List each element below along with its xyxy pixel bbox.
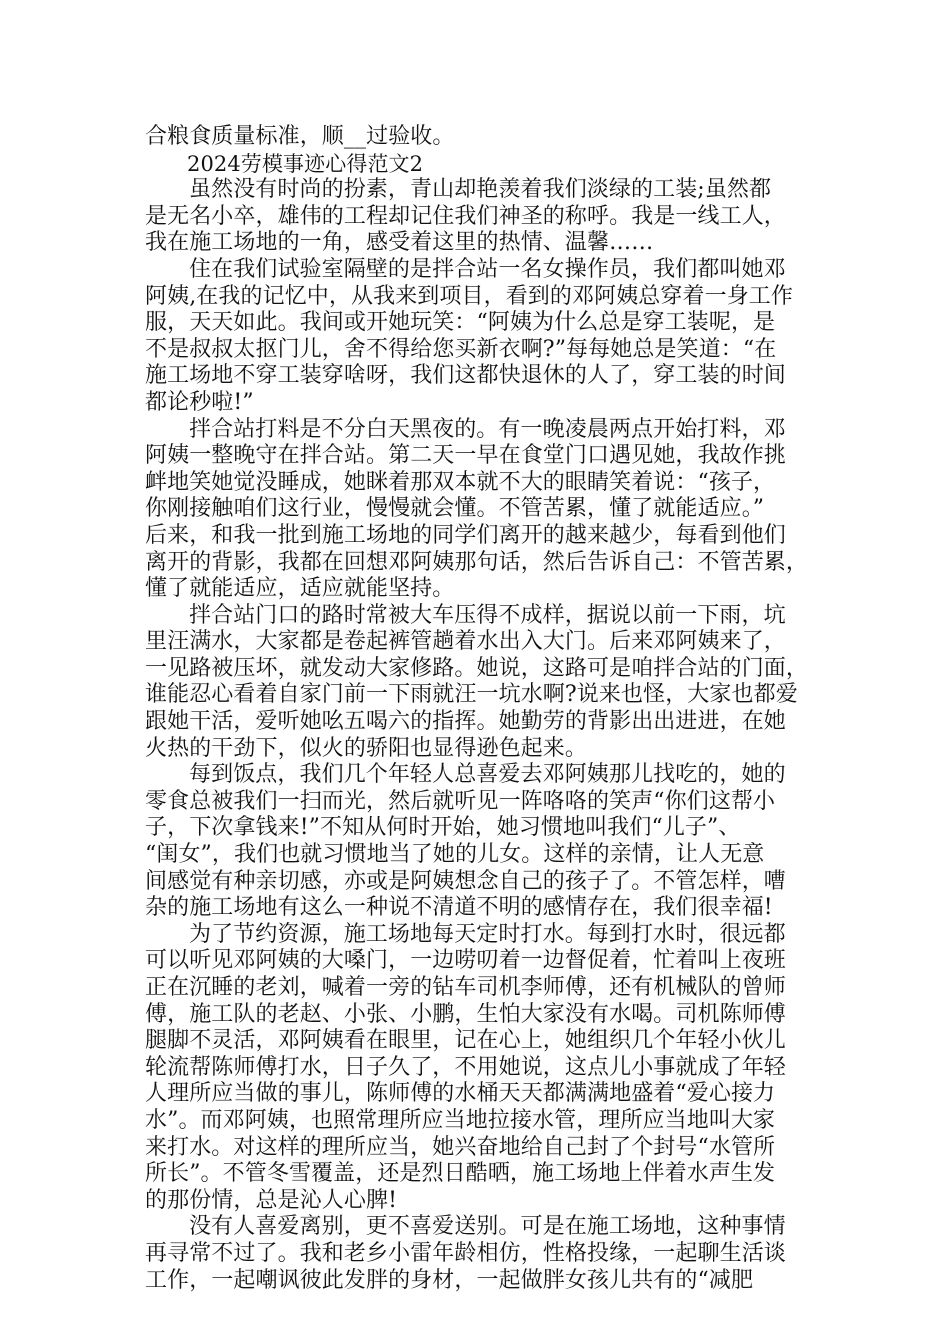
text-line: 可以听见邓阿姨的大嗓门，一边唠叨着一边督促着，忙着叫上夜班 [145,948,786,974]
paragraph [145,762,805,922]
text-line: 工作，一起嘲讽彼此发胖的身材，一起做胖女孩儿共有的“减肥 [145,1267,754,1293]
text-line: 施工场地不穿工装穿啥呀，我们这都快退休的人了，穿工装的时间 [145,363,786,389]
paragraph [145,257,805,417]
text-line: 虽然没有时尚的扮素，青山却艳羡着我们淡绿的工装;虽然都 [189,177,772,203]
text-line: 所长”。不管冬雪覆盖，还是烈日酷晒，施工场地上伴着水声生发 [145,1161,776,1187]
section-title [145,151,805,178]
paragraph [145,177,805,257]
text-line: 来打水。对这样的理所应当，她兴奋地给自己封了个封号“水管所 [145,1134,776,1160]
text-line: 你刚接触咱们这行业，慢慢就会懂。不管苦累，懂了就能适应。” [145,496,765,522]
text-line: “闺女”，我们也就习惯地当了她的儿女。这样的亲情，让人无意 [145,842,765,868]
text-line: 阿姨一整晚守在拌合站。第二天一早在食堂门口遇见她，我故作挑 [145,443,786,469]
text-line: 水”。而邓阿姨，也照常理所应当地拉接水管，理所应当地叫大家 [145,1107,776,1133]
paragraph [145,1214,805,1294]
text-line: 一见路被压坏，就发动大家修路。她说，这路可是咱拌合站的门面， [145,655,809,681]
text-line: 住在我们试验室隔壁的是拌合站一名女操作员，我们都叫她邓 [189,256,786,282]
text-line: 都论秒啦!” [145,389,254,415]
text-line: 合粮食质量标准，顺__过验收。 [145,124,455,149]
paragraph [145,416,809,603]
text-line: 轮流帮陈师傅打水，日子久了，不用她说，这点儿小事就成了年轻 [145,1054,786,1080]
text-line: 是无名小卒，雄伟的工程却记住我们神圣的称呼。我是一线工人， [145,203,786,229]
text-line: 正在沉睡的老刘，喊着一旁的钻车司机李师傅，还有机械队的曾师 [145,975,786,1000]
text-line: 拌合站门口的路时常被大车压得不成样，据说以前一下雨，坑 [189,602,786,628]
document-body [145,124,809,1294]
text-line: 为了节约资源，施工场地每天定时打水。每到打水时，很远都 [189,921,786,947]
paragraph [145,602,809,763]
text-line: 再寻常不过了。我和老乡小雷年龄相仿，性格投缘，一起聊生活谈 [145,1240,786,1266]
text-line: 阿姨,在我的记忆中，从我来到项目，看到的邓阿姨总穿着一身工作 [145,283,793,309]
title-text: 2024劳模事迹心得范文2 [187,151,424,176]
text-line: 子，下次拿钱来!”不知从何时开始，她习惯地叫我们“儿子”、 [145,815,741,841]
paragraph [145,922,805,1215]
text-line: 我在施工场地的一角，感受着这里的热情、温馨…… [145,230,654,256]
text-line: 间感觉有种亲切感，亦或是阿姨想念自己的孩子了。不管怎样，嘈 [145,868,786,894]
text-line: 没有人喜爱离别，更不喜爱送别。可是在施工场地，这种事情 [189,1214,786,1240]
text-line: 离开的背影，我都在回想邓阿姨那句话，然后告诉自己：不管苦累， [145,549,809,575]
text-line: 拌合站打料是不分白天黑夜的。有一晚凌晨两点开始打料，邓 [189,416,786,442]
text-line: 跟她干活，爱听她吆五喝六的指挥。她勤劳的背影出出进进，在她 [145,709,786,735]
text-line: 腿脚不灵活，邓阿姨看在眼里，记在心上，她组织几个年轻小伙儿 [145,1028,786,1054]
text-line: 服，天天如此。我间或开她玩笑：“阿姨为什么总是穿工装呢，是 [145,310,776,336]
text-line: 里汪满水，大家都是卷起裤管趟着水出入大门。后来邓阿姨来了， [145,629,786,655]
text-line: 不是叔叔太抠门儿，舍不得给您买新衣啊?”每每她总是笑道：“在 [145,336,777,362]
text-line: 人理所应当做的事儿，陈师傅的水桶天天都满满地盛着“爱心接力 [145,1081,776,1107]
text-line: 每到饭点，我们几个年轻人总喜爱去邓阿姨那儿找吃的，她的 [189,762,786,788]
text-line: 懂了就能适应，适应就能坚持。 [145,576,455,602]
text-line: 杂的施工场地有这么一种说不清道不明的感情存在，我们很幸福! [145,895,773,921]
text-line: 傅，施工队的老赵、小张、小鹏，生怕大家没有水喝。司机陈师傅 [145,1001,786,1027]
text-line: 后来，和我一批到施工场地的同学们离开的越来越少，每看到他们 [145,522,786,548]
text-line: 的那份情，总是沁人心脾! [145,1187,398,1213]
paragraph [145,124,805,151]
text-line: 谁能忍心看着自家门前一下雨就汪一坑水啊?说来也怪，大家也都爱 [145,682,798,708]
text-line: 火热的干劲下，似火的骄阳也显得逊色起来。 [145,735,588,761]
text-line: 零食总被我们一扫而光，然后就听见一阵咯咯的笑声“你们这帮小 [145,788,776,814]
text-line: 衅地笑她觉没睡成，她眯着那双本就不大的眼睛笑着说：“孩子， [145,469,776,495]
